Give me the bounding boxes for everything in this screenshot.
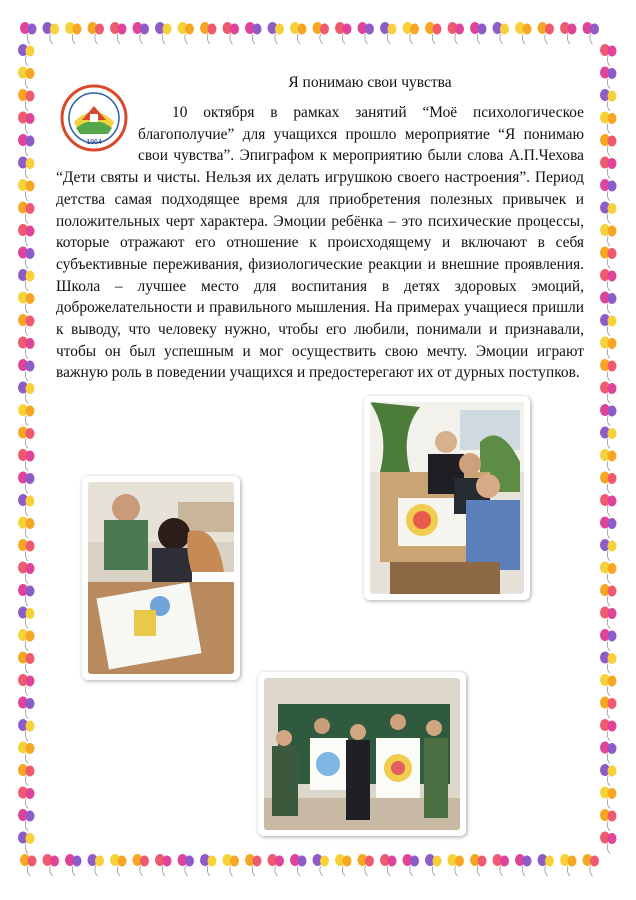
balloon-icon (600, 134, 617, 156)
balloon-icon (18, 224, 35, 246)
balloon-icon (18, 742, 35, 764)
page-title: Я понимаю свои чувства (288, 74, 452, 91)
balloon-icon (18, 179, 35, 201)
balloon-icon (18, 764, 35, 786)
balloon-icon (18, 359, 35, 381)
balloon-icon (403, 854, 420, 876)
balloon-icon (538, 854, 555, 876)
balloon-icon (18, 314, 35, 336)
balloon-icon (425, 22, 442, 44)
balloon-icon (600, 112, 617, 134)
balloon-icon (18, 674, 35, 696)
balloon-icon (268, 22, 285, 44)
balloon-icon (268, 854, 285, 876)
balloon-icon (600, 247, 617, 269)
balloon-icon (583, 22, 600, 44)
balloon-icon (515, 854, 532, 876)
balloon-icon (600, 67, 617, 89)
balloon-icon (18, 449, 35, 471)
balloon-icon (600, 472, 617, 494)
balloon-icon (18, 607, 35, 629)
balloon-icon (18, 202, 35, 224)
balloon-icon (18, 697, 35, 719)
balloon-icon (88, 22, 105, 44)
balloon-icon (245, 854, 262, 876)
balloon-icon (18, 787, 35, 809)
balloon-icon (600, 314, 617, 336)
balloon-icon (600, 359, 617, 381)
balloon-icon (18, 517, 35, 539)
balloon-icon (18, 269, 35, 291)
balloon-icon (18, 44, 35, 66)
balloon-icon (600, 337, 617, 359)
article-text: 10 октября в рамках занятий “Моё психологическое благополучие” для учащихся прошло мероприятие “Я понимаю свои чувства”. Эпиграфом к мероприятию были слова А.П.Чехова “Дети святы и чисты. Нельзя их делать игрушкою своего настроения”. Период детства самая подходящее время для приобретения полезных привычек и положительных черт характера. Эмоции ребёнка – это психические процессы, которые отражают его отношение к происходящему и включают в себя субъективные переживания, физиологические реакции и внешние проявления. Школа – лучшее место для воспитания в детях здоровых эмоций, доброжелательности и правильного мышления. На примерах учащиеся пришли к выводу, что человеку нужно, чтобы его любили, понимали и признавали, чтобы он был успешным и мог осуществить свою мечту. Эмоции играют важную роль в поведении учащихся и предостерегают их от дурных поступков. (56, 104, 584, 382)
balloon-icon (335, 854, 352, 876)
balloon-icon (43, 22, 60, 44)
balloon-icon (178, 22, 195, 44)
balloon-icon (600, 427, 617, 449)
balloon-icon (493, 854, 510, 876)
balloon-icon (133, 22, 150, 44)
balloon-icon (380, 22, 397, 44)
balloon-icon (18, 629, 35, 651)
balloon-icon (65, 22, 82, 44)
balloon-icon (20, 854, 37, 876)
balloon-icon (600, 539, 617, 561)
girls-with-poster-photo (82, 476, 240, 680)
balloon-icon (18, 719, 35, 741)
balloon-icon (110, 22, 127, 44)
article-paragraph (56, 102, 584, 384)
balloon-icon (600, 494, 617, 516)
logo-spacer (56, 102, 138, 166)
balloon-icon (425, 854, 442, 876)
balloon-icon (18, 832, 35, 854)
balloon-icon (245, 22, 262, 44)
balloon-icon (538, 22, 555, 44)
balloon-icon (18, 382, 35, 404)
balloon-icon (600, 269, 617, 291)
balloon-icon (403, 22, 420, 44)
balloon-icon (600, 832, 617, 854)
balloon-icon (600, 742, 617, 764)
balloon-icon (18, 809, 35, 831)
balloon-icon (600, 449, 617, 471)
balloon-icon (600, 179, 617, 201)
students-at-desk-photo (364, 396, 530, 600)
balloon-icon (178, 854, 195, 876)
balloon-icon (448, 854, 465, 876)
balloon-icon (223, 22, 240, 44)
balloon-icon (600, 787, 617, 809)
balloon-icon (88, 854, 105, 876)
balloon-icon (600, 202, 617, 224)
balloon-icon (600, 89, 617, 111)
balloon-icon (155, 22, 172, 44)
balloon-icon (110, 854, 127, 876)
balloon-icon (600, 292, 617, 314)
balloon-icon (600, 562, 617, 584)
balloon-icon (600, 584, 617, 606)
balloon-icon (18, 427, 35, 449)
balloon-icon (18, 472, 35, 494)
group-with-posters-photo (258, 672, 466, 836)
balloon-icon (600, 652, 617, 674)
balloon-icon (600, 764, 617, 786)
balloon-icon (18, 404, 35, 426)
balloon-icon (290, 854, 307, 876)
balloon-icon (18, 337, 35, 359)
balloon-icon (358, 854, 375, 876)
balloon-icon (493, 22, 510, 44)
balloon-icon (380, 854, 397, 876)
balloon-icon (20, 22, 37, 44)
balloon-icon (18, 157, 35, 179)
balloon-icon (223, 854, 240, 876)
balloon-icon (18, 562, 35, 584)
balloon-icon (600, 404, 617, 426)
balloon-icon (65, 854, 82, 876)
balloon-icon (313, 854, 330, 876)
balloon-icon (133, 854, 150, 876)
balloon-icon (600, 629, 617, 651)
balloon-icon (600, 44, 617, 66)
balloon-icon (358, 22, 375, 44)
balloon-icon (600, 382, 617, 404)
balloon-icon (515, 22, 532, 44)
balloon-icon (470, 22, 487, 44)
balloon-icon (600, 674, 617, 696)
balloon-icon (583, 854, 600, 876)
balloon-icon (18, 292, 35, 314)
balloon-icon (600, 697, 617, 719)
balloon-icon (18, 89, 35, 111)
balloon-icon (18, 247, 35, 269)
balloon-icon (600, 517, 617, 539)
balloon-icon (313, 22, 330, 44)
balloon-icon (18, 134, 35, 156)
balloon-icon (335, 22, 352, 44)
balloon-icon (470, 854, 487, 876)
balloon-icon (560, 854, 577, 876)
balloon-icon (600, 809, 617, 831)
balloon-icon (448, 22, 465, 44)
balloon-icon (600, 719, 617, 741)
balloon-icon (600, 607, 617, 629)
balloon-icon (18, 652, 35, 674)
balloon-icon (155, 854, 172, 876)
logo-year: 1964 (86, 139, 102, 146)
balloon-icon (600, 157, 617, 179)
balloon-icon (18, 67, 35, 89)
balloon-icon (200, 22, 217, 44)
balloon-icon (18, 112, 35, 134)
balloon-icon (200, 854, 217, 876)
balloon-icon (18, 539, 35, 561)
balloon-icon (18, 584, 35, 606)
balloon-icon (600, 224, 617, 246)
balloon-icon (560, 22, 577, 44)
balloon-icon (43, 854, 60, 876)
balloon-icon (18, 494, 35, 516)
balloon-icon (290, 22, 307, 44)
